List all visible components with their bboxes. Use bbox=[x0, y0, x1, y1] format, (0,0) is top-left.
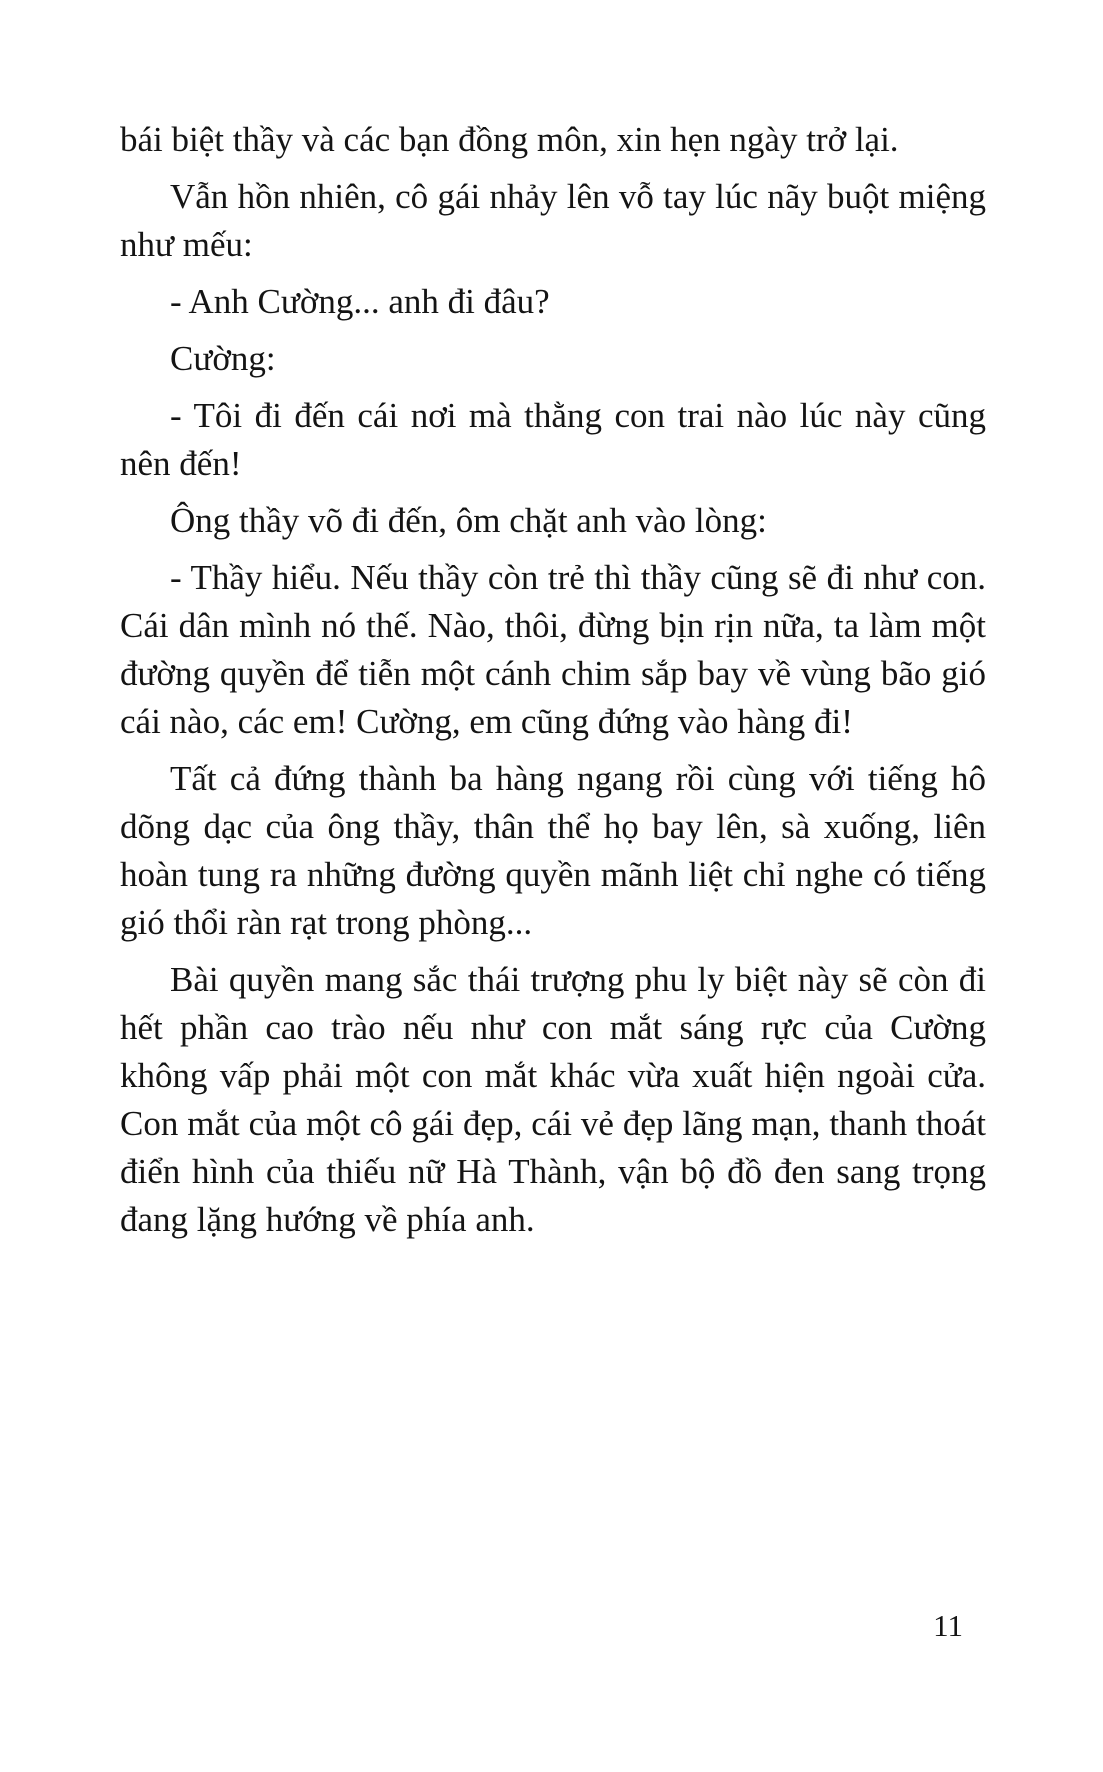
paragraph: - Tôi đi đến cái nơi mà thằng con trai nào lúc này cũng nên đến! bbox=[120, 396, 986, 483]
paragraph: - Thầy hiểu. Nếu thầy còn trẻ thì thầy cũng sẽ đi như con. Cái dân mình nó thế. Nào, thôi, đừng bịn rịn nữa, ta làm một đường quyền để tiễn một cánh chim sắp bay về vùng bão gió cái nào, các em! Cường, em cũng đứng vào hàng đi! bbox=[120, 558, 986, 741]
paragraph: Vẫn hồn nhiên, cô gái nhảy lên vỗ tay lúc nãy buột miệng như mếu: bbox=[120, 177, 986, 264]
paragraph: Tất cả đứng thành ba hàng ngang rồi cùng với tiếng hô dõng dạc của ông thầy, thân thể họ bay lên, sà xuống, liên hoàn tung ra những đường quyền mãnh liệt chỉ nghe có tiếng gió thổi ràn rạt trong phòng... bbox=[120, 759, 986, 942]
paragraph: Ông thầy võ đi đến, ôm chặt anh vào lòng: bbox=[170, 501, 767, 540]
paragraph: - Anh Cường... anh đi đâu? bbox=[170, 282, 550, 321]
paragraph: Cường: bbox=[170, 339, 276, 378]
page-text-block bbox=[120, 116, 986, 1253]
paragraph: bái biệt thầy và các bạn đồng môn, xin hẹn ngày trở lại. bbox=[120, 120, 899, 159]
page-number: 11 bbox=[933, 1608, 963, 1643]
paragraph: Bài quyền mang sắc thái trượng phu ly biệt này sẽ còn đi hết phần cao trào nếu như con mắt sáng rực của Cường không vấp phải một con mắt khác vừa xuất hiện ngoài cửa. Con mắt của một cô gái đẹp, cái vẻ đẹp lãng mạn, thanh thoát điển hình của thiếu nữ Hà Thành, vận bộ đồ đen sang trọng đang lặng hướng về phía anh. bbox=[120, 960, 986, 1239]
